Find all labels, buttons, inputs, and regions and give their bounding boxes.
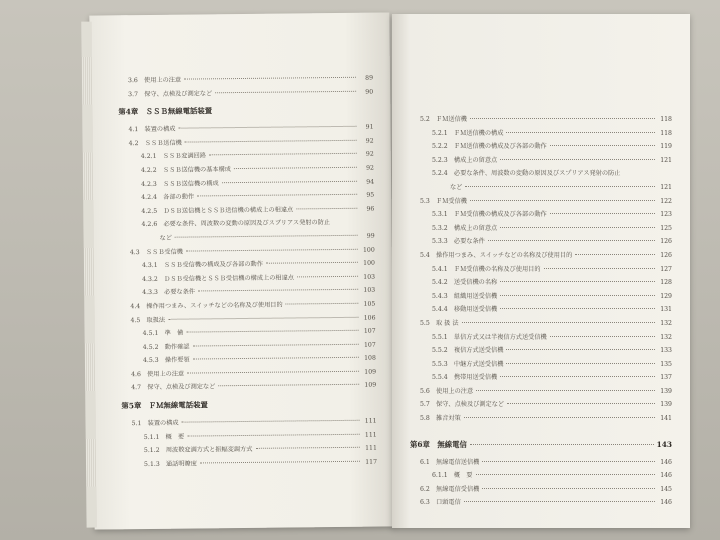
toc-entry-label: 6.2 無線電信受信機 <box>420 485 480 493</box>
leader-dots <box>209 153 357 156</box>
toc-entry <box>410 359 672 373</box>
leader-dots <box>500 376 655 377</box>
leader-dots <box>462 322 655 323</box>
toc-page-number: 103 <box>363 286 376 295</box>
toc-entry <box>410 128 672 142</box>
leader-dots <box>200 461 360 464</box>
toc-entry-label: 4.5 取扱法 <box>130 316 166 324</box>
toc-page-number: 111 <box>364 431 377 439</box>
toc-entry-label: 5.3.1 ＦＭ受信機の構成及び各部の動作 <box>432 211 547 219</box>
toc-entry-label: 5.5.4 携帯用送受信機 <box>432 374 498 382</box>
toc-entry <box>410 386 672 400</box>
open-book <box>92 14 690 528</box>
toc-page-number: 141 <box>660 415 672 423</box>
toc-entry <box>410 332 672 346</box>
toc-entry-label: 4.7 保守、点検及び測定など <box>131 383 216 392</box>
leader-dots <box>465 186 655 187</box>
leader-dots <box>197 194 357 197</box>
toc-entry-label: 4.6 使用上の注意 <box>131 370 185 379</box>
toc-page-number: 106 <box>363 314 376 322</box>
toc-page-number: 111 <box>365 444 377 452</box>
toc-entry-label: 5.3.3 必要な条件 <box>432 238 485 246</box>
toc-page-number: 118 <box>660 129 672 137</box>
toc-entry-label: 5.1.1 概 要 <box>143 433 185 441</box>
leader-dots <box>506 132 655 133</box>
toc-entry-label: 5.6 使用上の注意 <box>420 387 474 395</box>
leader-dots <box>193 357 359 360</box>
leader-dots <box>297 276 358 278</box>
toc-entry <box>410 457 672 471</box>
toc-page-number: 133 <box>660 347 672 355</box>
leader-dots <box>500 159 655 160</box>
toc-page-number: 92 <box>365 137 374 145</box>
toc-page-number: 107 <box>363 327 376 335</box>
toc-page-number: 123 <box>660 211 672 219</box>
toc-entry-label: 5.2.2 ＦＭ送信機の構成及び各部の動作 <box>432 143 547 151</box>
toc-entry <box>410 182 672 196</box>
toc-entry-label: 第4章 ＳＳＢ無線電話装置 <box>118 106 213 117</box>
toc-page-number: 107 <box>363 341 376 349</box>
toc-entry-label: 6.3 口頭電信 <box>420 499 461 507</box>
toc-entry-label: 5.2 ＦＭ送信機 <box>420 116 467 123</box>
toc-page-number: 121 <box>660 156 672 164</box>
toc-entry <box>410 196 672 210</box>
toc-entry <box>410 399 672 413</box>
leader-dots <box>218 384 359 386</box>
left-page <box>89 12 394 529</box>
toc-page-number: 139 <box>660 401 672 409</box>
toc-page-number: 92 <box>365 150 374 159</box>
leader-dots <box>178 126 356 129</box>
toc-entry-label: 第6章 無線電信 <box>410 439 467 449</box>
toc-entry-label: 4.2.5 ＤＳＢ送信機とＳＳＢ送信機の構成上の相違点 <box>141 206 294 215</box>
toc-entry <box>410 236 672 250</box>
leader-dots <box>470 444 654 445</box>
leader-dots <box>198 289 358 292</box>
toc-page-number: 92 <box>366 164 374 172</box>
toc-page-number: 139 <box>660 387 672 395</box>
leader-dots <box>550 213 655 214</box>
leader-dots <box>464 417 655 418</box>
leader-dots <box>186 330 359 333</box>
toc-page-number: 126 <box>660 251 672 259</box>
toc-page-number: 125 <box>660 224 672 232</box>
toc-page-number: 100 <box>362 246 375 254</box>
toc-page-number: 129 <box>660 292 672 300</box>
toc-page-number: 90 <box>365 88 374 96</box>
leader-dots <box>187 371 359 374</box>
toc-page-number: 146 <box>660 499 672 507</box>
toc-entry <box>122 456 377 472</box>
toc-entry <box>410 318 672 332</box>
right-toc <box>410 114 672 511</box>
toc-page-number: 146 <box>660 458 672 466</box>
toc-page-number: 127 <box>660 265 672 273</box>
toc-entry-label: など <box>159 234 173 242</box>
leader-dots <box>506 349 655 350</box>
leader-dots <box>185 140 357 143</box>
leader-dots <box>266 262 358 264</box>
leader-dots <box>500 308 655 309</box>
leader-dots <box>482 488 655 489</box>
toc-page-number: 132 <box>660 319 672 327</box>
toc-entry-label: 4.4 操作用つまみ、スイッチなどの名称及び使用目的 <box>130 301 283 311</box>
toc-entry-label: 5.4.3 組織用送受信機 <box>432 292 498 300</box>
leader-dots <box>187 433 360 436</box>
toc-entry <box>410 264 672 278</box>
leader-dots <box>168 316 358 319</box>
leader-dots <box>175 235 358 238</box>
toc-page-number: 94 <box>366 178 375 186</box>
toc-page-number: 126 <box>660 238 672 246</box>
leader-dots <box>500 295 655 296</box>
leader-dots <box>255 447 359 449</box>
toc-entry-label: 4.2 ＳＳＢ送信機 <box>128 139 182 147</box>
toc-entry-label: 6.1 無線電信送信機 <box>420 458 480 466</box>
toc-entry-label: 5.1.3 通話明瞭度 <box>143 460 197 468</box>
toc-page-number: 109 <box>364 382 377 390</box>
leader-dots <box>296 208 357 210</box>
leader-dots <box>464 501 655 502</box>
toc-entry <box>121 380 376 396</box>
toc-entry <box>410 497 672 511</box>
toc-entry-label: 6.1.1 概 要 <box>432 472 473 480</box>
leader-dots <box>476 474 656 475</box>
leader-dots <box>507 403 655 404</box>
leader-dots <box>500 227 655 228</box>
toc-entry-label: 5.4.4 移動用送受信機 <box>432 306 498 314</box>
toc-entry-label: 5.5 取 扱 法 <box>420 319 459 327</box>
toc-entry-label: 5.5.2 複信方式送受信機 <box>432 347 504 355</box>
toc-entry <box>410 413 672 427</box>
leader-dots <box>550 145 655 146</box>
toc-entry <box>410 141 672 155</box>
toc-page-number: 103 <box>363 273 376 281</box>
leader-dots <box>182 420 360 423</box>
toc-page-number: 119 <box>660 143 672 151</box>
leader-dots <box>286 303 359 305</box>
toc-entry-label: 3.7 保守、点検及び測定など <box>128 89 213 98</box>
toc-entry-label: 第5章 ＦＭ無線電話装置 <box>121 400 208 411</box>
toc-entry-label: 4.1 装置の構成 <box>128 125 176 134</box>
toc-entry <box>410 114 672 128</box>
leader-dots <box>234 167 357 169</box>
toc-entry-label: 3.6 使用上の注意 <box>127 76 182 85</box>
toc-page-number: 137 <box>660 374 672 382</box>
leader-dots <box>575 254 655 255</box>
toc-entry-label: 5.8 雑音対策 <box>420 415 461 423</box>
toc-entry-label: 5.5.1 単信方式又は半複信方式送受信機 <box>432 333 547 341</box>
leader-dots <box>215 90 356 92</box>
toc-entry-label: 5.3.2 構成上の留意点 <box>432 224 498 232</box>
leader-dots <box>184 77 356 80</box>
toc-entry-label: 4.5.1 準 備 <box>142 329 184 338</box>
toc-entry <box>410 484 672 498</box>
toc-entry-label: など <box>450 183 463 191</box>
toc-page-number: 91 <box>365 123 374 131</box>
toc-entry <box>118 86 373 102</box>
toc-entry <box>410 250 672 264</box>
toc-entry <box>410 223 672 237</box>
toc-page-number: 143 <box>656 439 672 449</box>
toc-entry-label: 5.2.3 構成上の留意点 <box>432 156 498 164</box>
toc-entry-label: 4.5.3 操作要領 <box>142 356 190 365</box>
leader-dots <box>222 180 357 182</box>
toc-entry-label: 5.1.2 周波数変調方式と振幅変調方式 <box>143 446 253 455</box>
toc-page-number: 122 <box>660 197 672 205</box>
toc-entry <box>410 470 672 484</box>
toc-page-number: 111 <box>364 417 377 425</box>
toc-entry-label: 5.1 装置の構成 <box>131 419 179 428</box>
leader-dots <box>192 343 358 346</box>
toc-page-number: 99 <box>366 232 375 240</box>
toc-entry-label: 5.4 操作用つまみ、スイッチなどの名称及び使用目的 <box>420 251 573 259</box>
toc-entry <box>410 304 672 318</box>
leader-dots <box>476 390 655 391</box>
leader-dots <box>186 248 358 251</box>
leader-dots <box>500 281 655 282</box>
toc-entry-label: 5.4.1 ＦＭ受信機の名称及び使用目的 <box>432 265 541 273</box>
toc-entry-label: 4.3 ＳＳＢ受信機 <box>129 248 183 256</box>
toc-entry-label: 4.2.2 ＳＳＢ送信機の基本構成 <box>140 166 231 175</box>
toc-page-number: 131 <box>660 306 672 314</box>
right-page <box>392 14 690 528</box>
toc-entry-label: 4.2.1 ＳＳＢ変調回路 <box>140 152 207 161</box>
toc-entry-label: 4.5.2 動作確認 <box>142 343 190 351</box>
toc-page-number: 96 <box>366 205 375 213</box>
toc-entry-label: 5.5.3 中継方式送受信機 <box>432 360 504 368</box>
toc-page-number: 135 <box>660 360 672 368</box>
toc-page-number: 128 <box>660 279 672 287</box>
toc-page-number: 117 <box>365 458 378 466</box>
toc-entry <box>410 291 672 305</box>
toc-entry-label: 4.3.2 ＤＳＢ受信機とＳＳＢ受信機の構成上の相違点 <box>142 274 294 283</box>
toc-entry <box>410 168 672 182</box>
leader-dots <box>470 200 655 201</box>
toc-entry-label: 4.3.3 必要な条件 <box>142 288 196 297</box>
leader-dots <box>506 363 655 364</box>
leader-dots <box>488 240 655 241</box>
toc-entry-label: 4.3.1 ＳＳＢ受信機の構成及び各部の動作 <box>141 260 263 270</box>
left-toc <box>118 73 377 473</box>
toc-page-number: 109 <box>364 368 377 376</box>
toc-page-number: 121 <box>660 183 672 191</box>
toc-entry <box>410 277 672 291</box>
toc-entry <box>410 427 672 435</box>
toc-page-number: 146 <box>660 472 672 480</box>
toc-entry-label: 4.2.3 ＳＳＢ送信機の構成 <box>141 179 219 188</box>
toc-page-number: 118 <box>660 116 672 123</box>
toc-page-number: 95 <box>366 191 375 199</box>
toc-page-number: 108 <box>364 354 376 363</box>
toc-entry-label: 5.7 保守、点検及び測定など <box>420 401 505 409</box>
toc-entry-label: 5.3 ＦＭ受信機 <box>420 197 467 205</box>
leader-dots <box>550 336 655 337</box>
toc-page-number: 145 <box>660 485 672 493</box>
toc-entry-label: 5.2.4 必要な条件、周波数の変動の原因及びスプリアス発射の防止 <box>432 170 621 178</box>
toc-entry <box>410 209 672 223</box>
toc-entry-label: 4.2.4 各部の動作 <box>141 193 195 202</box>
toc-page-number: 105 <box>363 300 376 308</box>
leader-dots <box>470 118 655 119</box>
toc-entry <box>410 155 672 169</box>
toc-entry <box>410 372 672 386</box>
toc-page-number: 132 <box>660 333 672 341</box>
toc-page-number: 89 <box>365 74 374 82</box>
toc-entry-label: 5.2.1 ＦＭ送信機の構成 <box>432 129 504 137</box>
chapter-heading <box>410 439 672 457</box>
leader-dots <box>482 461 655 462</box>
toc-page-number: 100 <box>363 259 375 267</box>
toc-entry <box>410 345 672 359</box>
toc-entry-label: 4.2.6 必要な条件、周波数の変動の原因及びスプリアス発射の防止 <box>141 219 331 229</box>
leader-dots <box>544 268 655 269</box>
toc-entry-label: 5.4.2 送受信機の名称 <box>432 279 498 287</box>
